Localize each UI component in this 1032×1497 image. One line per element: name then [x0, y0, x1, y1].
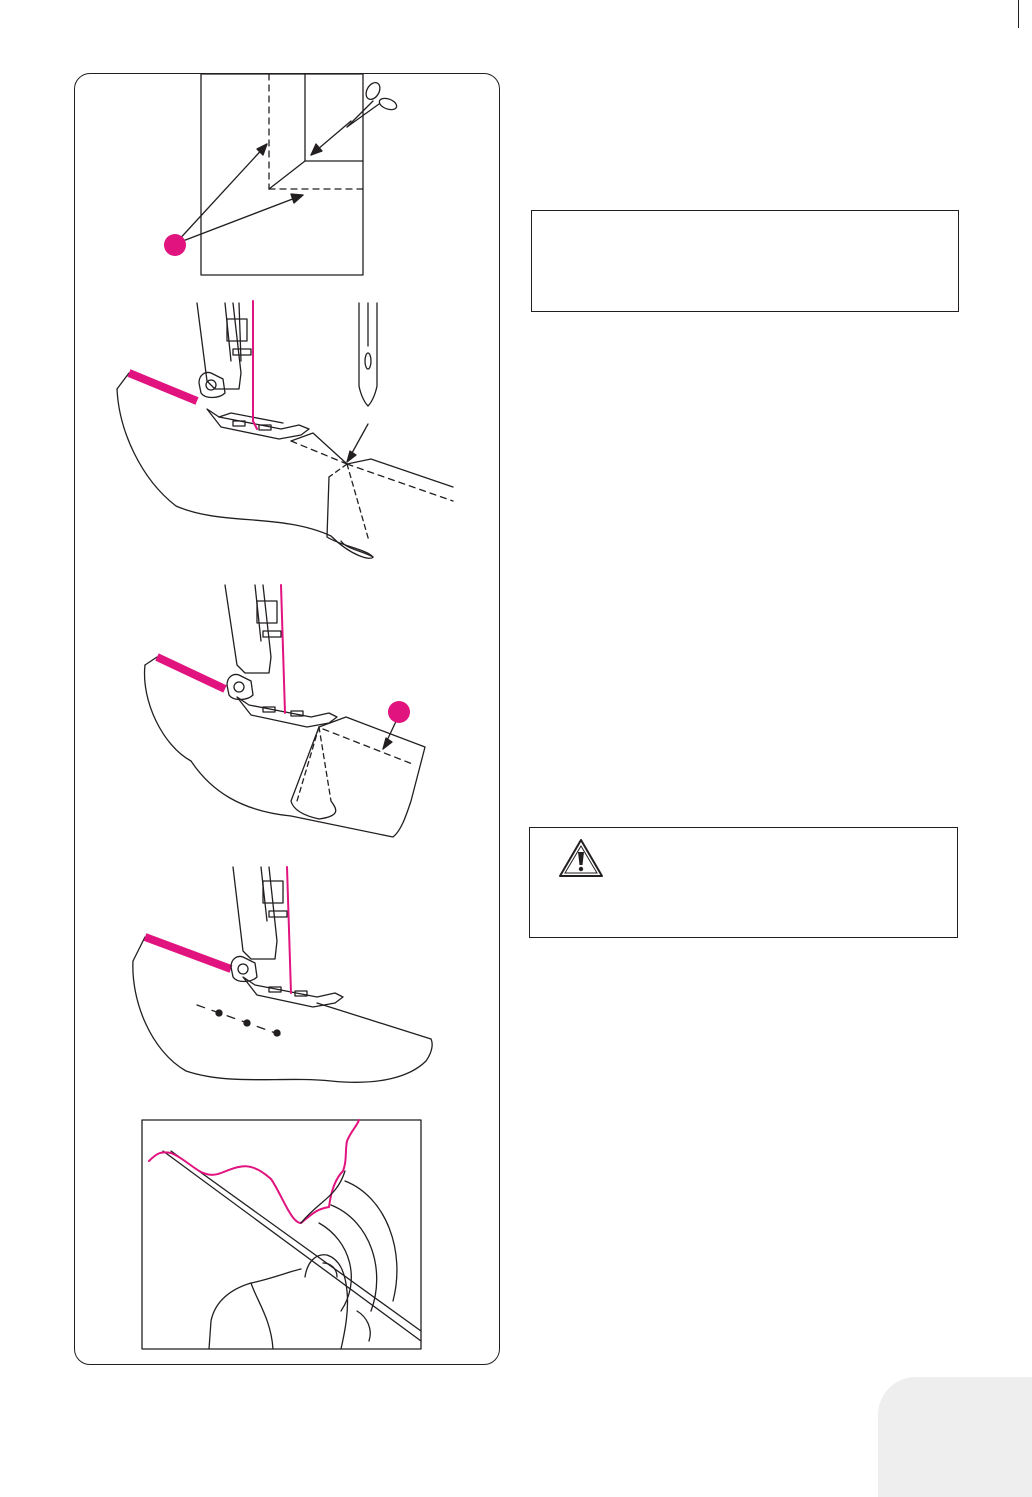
figure-continue-stitching: [133, 867, 432, 1082]
presser-foot: [231, 867, 343, 1007]
illustration-drawings: [75, 74, 501, 1366]
figure-cut-corner: [164, 74, 398, 275]
figure-finished-edge-closeup: [142, 1120, 421, 1349]
caution-box: [529, 827, 958, 938]
callout-marker: [164, 234, 186, 256]
note-box: [531, 210, 959, 312]
presser-foot: [197, 301, 309, 439]
illustration-panel: [74, 73, 500, 1365]
scissors-icon: [347, 80, 398, 127]
warning-triangle-icon: [557, 838, 605, 878]
figure-sew-off-corner: [117, 301, 453, 558]
page-number-tab: [878, 1377, 1032, 1497]
needle-icon: [359, 303, 377, 406]
callout-marker: [388, 701, 410, 723]
top-edge-rule: [1018, 0, 1019, 28]
figure-pivot-and-resume: [145, 585, 425, 837]
presser-foot: [225, 585, 337, 727]
